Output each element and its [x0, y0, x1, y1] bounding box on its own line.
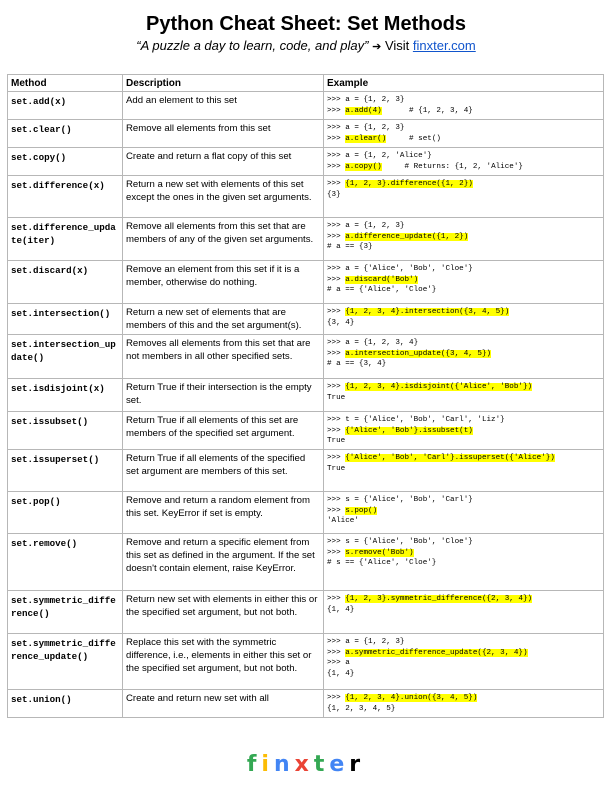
code-text: >>> a = {'Alice', 'Bob', 'Cloe'} [327, 265, 473, 273]
code-text: >>> [327, 426, 346, 435]
example-cell [324, 379, 604, 412]
logo-letter: t [313, 752, 330, 777]
example-line [327, 495, 600, 506]
example-line [327, 453, 600, 464]
table-row [8, 450, 604, 492]
code-text: 'Alice' [327, 517, 359, 526]
code-text: >>> [327, 506, 346, 515]
code-text: >>> t = {'Alice', 'Bob', 'Carl', 'Liz'} [327, 416, 505, 425]
column-header-description: Description [123, 75, 324, 92]
description-cell: Replace this set with the symmetric difference, i.e., elements in either this set or the specified set argument, but not both. [123, 634, 324, 690]
code-text: >>> a = {1, 2, 3, 4} [327, 339, 419, 348]
highlighted-code: {1, 2, 3}.difference({1, 2}) [345, 180, 473, 188]
method-cell: set.add(x) [8, 92, 123, 120]
arrow-right-icon: ➔ [372, 41, 382, 53]
description-cell: Remove all elements from this set [123, 120, 324, 148]
example-line [327, 693, 600, 704]
table-row [8, 412, 604, 450]
example-line [327, 506, 600, 517]
highlighted-code: a.discard('Bob') [345, 275, 419, 284]
code-text: True [327, 437, 346, 446]
code-text: >>> a = {1, 2, 3} [327, 638, 405, 647]
example-line [327, 436, 600, 447]
code-text: >>> [327, 232, 346, 241]
example-line [327, 658, 600, 669]
method-cell: set.discard(x) [8, 261, 123, 304]
code-text: >>> a = {1, 2, 'Alice'} [327, 152, 432, 160]
highlighted-code: a.add(4) [345, 106, 382, 115]
code-text: # {1, 2, 3, 4} [381, 106, 473, 115]
highlighted-code: {1, 2, 3}.symmetric_difference({2, 3, 4}) [345, 595, 533, 604]
method-cell: set.intersection_update() [8, 335, 123, 379]
example-line [327, 537, 600, 548]
code-text: >>> [327, 548, 346, 557]
table-row [8, 304, 604, 335]
example-line [327, 516, 600, 527]
code-text: # Returns: {1, 2, 'Alice'} [381, 162, 523, 171]
highlighted-code: {'Alice', 'Bob'}.issubset(t) [345, 426, 473, 435]
table-row [8, 379, 604, 412]
code-text: >>> s = {'Alice', 'Bob', 'Cloe'} [327, 538, 473, 547]
highlighted-code: a.intersection_update({3, 4, 5}) [345, 349, 492, 358]
example-line [327, 648, 600, 659]
example-line [327, 106, 600, 117]
code-text: >>> [327, 134, 346, 143]
method-cell: set.intersection() [8, 304, 123, 335]
description-cell: Remove and return a specific element from this set as defined in the argument. If the set doesn't contain element, raise KeyError. [123, 534, 324, 591]
method-cell: set.union() [8, 690, 123, 718]
table-row [8, 492, 604, 534]
example-line [327, 393, 600, 404]
example-line [327, 318, 600, 329]
highlighted-code: a.copy() [345, 162, 382, 171]
code-text: >>> a [327, 659, 350, 668]
highlighted-code: s.remove('Bob') [345, 548, 414, 557]
logo-letter: i [261, 752, 274, 777]
example-line [327, 558, 600, 569]
code-text: >>> s = {'Alice', 'Bob', 'Carl'} [327, 496, 473, 505]
method-cell: set.pop() [8, 492, 123, 534]
code-text: >>> [327, 694, 346, 703]
description-cell: Create and return new set with all [123, 690, 324, 718]
subtitle [0, 38, 612, 53]
description-cell: Remove and return a random element from this set. KeyError if set is empty. [123, 492, 324, 534]
code-text: # set() [386, 134, 441, 143]
highlighted-code: {1, 2, 3, 4}.intersection({3, 4, 5}) [345, 308, 510, 316]
example-cell [324, 412, 604, 450]
logo-letter: n [273, 752, 295, 777]
example-cell [324, 492, 604, 534]
code-text: >>> a = {1, 2, 3} [327, 96, 405, 104]
example-line [327, 151, 600, 162]
method-cell: set.difference_update(iter) [8, 218, 123, 261]
description-cell: Removes all elements from this set that are not members in all other specified sets. [123, 335, 324, 379]
code-text: True [327, 464, 346, 473]
example-line [327, 464, 600, 475]
highlighted-code: s.pop() [345, 506, 378, 515]
table-row [8, 148, 604, 176]
description-cell: Remove all elements from this set that are members of any of the given set arguments. [123, 218, 324, 261]
code-text: {1, 4} [327, 669, 355, 678]
example-line [327, 190, 600, 201]
example-line [327, 594, 600, 605]
code-text: >>> [327, 275, 346, 284]
code-text: >>> [327, 308, 346, 316]
column-header-example: Example [324, 75, 604, 92]
visit-label: Visit [384, 38, 410, 53]
highlighted-code: {1, 2, 3, 4}.union({3, 4, 5}) [345, 694, 478, 703]
method-cell: set.remove() [8, 534, 123, 591]
code-text: {3} [327, 190, 341, 199]
finxter-logo [0, 752, 612, 777]
example-cell [324, 450, 604, 492]
method-cell: set.symmetric_difference() [8, 591, 123, 634]
example-line [327, 605, 600, 616]
logo-letter: e [329, 752, 350, 777]
description-cell: Return True if all elements of this set are members of the specified set argument. [123, 412, 324, 450]
table-row [8, 690, 604, 718]
example-line [327, 704, 600, 715]
description-cell: Return a new set of elements that are members of this and the set argument(s). [123, 304, 324, 335]
example-cell [324, 120, 604, 148]
code-text: {3, 4} [327, 318, 355, 327]
example-cell [324, 690, 604, 718]
description-cell: Return a new set with elements of this set except the ones in the given set arguments. [123, 176, 324, 218]
example-line [327, 179, 600, 190]
code-text: >>> [327, 180, 346, 188]
code-text: >>> [327, 383, 346, 392]
code-text: >>> a = {1, 2, 3} [327, 124, 405, 132]
example-line [327, 232, 600, 243]
table-row [8, 534, 604, 591]
description-cell: Add an element to this set [123, 92, 324, 120]
method-cell: set.symmetric_difference_update() [8, 634, 123, 690]
example-line [327, 134, 600, 145]
logo-letter: x [294, 752, 314, 777]
page-title: Python Cheat Sheet: Set Methods [145, 13, 467, 35]
example-cell [324, 218, 604, 261]
method-cell: set.clear() [8, 120, 123, 148]
code-text: {1, 2, 3, 4, 5} [327, 704, 396, 713]
highlighted-code: {1, 2, 3, 4}.isdisjoint({'Alice', 'Bob'}) [345, 383, 533, 392]
description-cell: Return new set with elements in either this or the specified set argument, but not both. [123, 591, 324, 634]
example-line [327, 162, 600, 173]
method-cell: set.copy() [8, 148, 123, 176]
highlighted-code: a.difference_update({1, 2}) [345, 232, 469, 241]
example-line [327, 349, 600, 360]
table-row [8, 634, 604, 690]
example-line [327, 338, 600, 349]
column-header-method: Method [8, 75, 123, 92]
example-cell [324, 634, 604, 690]
description-cell: Create and return a flat copy of this set [123, 148, 324, 176]
code-text: >>> [327, 454, 346, 463]
code-text: >>> [327, 106, 346, 115]
code-text: >>> a = {1, 2, 3} [327, 222, 405, 230]
table-row [8, 92, 604, 120]
code-text: True [327, 393, 346, 402]
table-row [8, 218, 604, 261]
code-text: # a == {3, 4} [327, 360, 387, 369]
table-row [8, 335, 604, 379]
example-line [327, 221, 600, 232]
logo-letter: r [349, 752, 366, 777]
tagline-quote: “A puzzle a day to learn, code, and play” [136, 38, 369, 53]
example-line [327, 264, 600, 275]
example-line [327, 637, 600, 648]
method-cell: set.issuperset() [8, 450, 123, 492]
example-line [327, 242, 600, 253]
table-row [8, 176, 604, 218]
example-cell [324, 176, 604, 218]
logo-letter: f [246, 752, 262, 777]
code-text: >>> [327, 595, 346, 604]
finxter-link[interactable]: finxter.com [412, 38, 476, 53]
table-row [8, 261, 604, 304]
example-cell [324, 148, 604, 176]
code-text: # a == {'Alice', 'Cloe'} [327, 286, 437, 294]
description-cell: Return True if their intersection is the empty set. [123, 379, 324, 412]
example-cell [324, 92, 604, 120]
highlighted-code: a.symmetric_difference_update({2, 3, 4}) [345, 648, 528, 657]
table-row [8, 120, 604, 148]
table-body [8, 92, 604, 718]
code-text: >>> [327, 648, 346, 657]
example-line [327, 275, 600, 286]
example-cell [324, 335, 604, 379]
example-line [327, 669, 600, 680]
description-cell: Return True if all elements of the specified set argument are members of this set. [123, 450, 324, 492]
set-methods-table [7, 74, 604, 718]
example-line [327, 123, 600, 134]
table-row [8, 591, 604, 634]
example-line [327, 307, 600, 318]
example-line [327, 426, 600, 437]
table-header-row [8, 75, 604, 92]
example-cell [324, 304, 604, 335]
description-cell: Remove an element from this set if it is a member, otherwise do nothing. [123, 261, 324, 304]
example-line [327, 382, 600, 393]
method-cell: set.isdisjoint(x) [8, 379, 123, 412]
example-line [327, 359, 600, 370]
example-line [327, 285, 600, 296]
example-cell [324, 261, 604, 304]
method-cell: set.difference(x) [8, 176, 123, 218]
code-text: {1, 4} [327, 605, 355, 614]
code-text: >>> [327, 349, 346, 358]
example-cell [324, 591, 604, 634]
method-cell: set.issubset() [8, 412, 123, 450]
example-line [327, 95, 600, 106]
example-line [327, 548, 600, 559]
example-line [327, 415, 600, 426]
code-text: # s == {'Alice', 'Cloe'} [327, 559, 437, 568]
highlighted-code: {'Alice', 'Bob', 'Carl'}.issuperset({'Alice'}) [345, 454, 555, 463]
code-text: # a == {3} [327, 243, 373, 251]
highlighted-code: a.clear() [345, 134, 387, 143]
example-cell [324, 534, 604, 591]
code-text: >>> [327, 162, 346, 171]
